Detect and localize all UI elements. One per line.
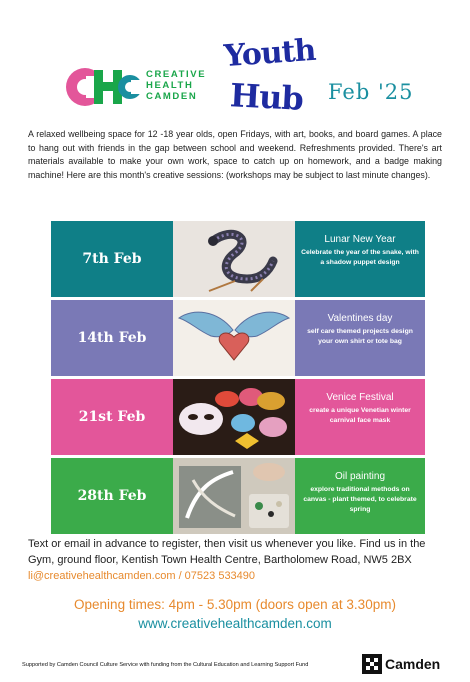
camden-council-logo bbox=[362, 654, 440, 674]
session-row-venice-festival bbox=[51, 379, 425, 455]
session-row-oil-painting bbox=[51, 458, 425, 534]
youth-word: Youth bbox=[222, 32, 317, 75]
session-row-lunar-new-year bbox=[51, 221, 425, 297]
intro-paragraph: A relaxed wellbeing space for 12 -18 year olds, open Fridays, with art, books, and board games. A place to hang out with friends in the gap between school and weekend. Refreshments provided. There's art materials available to make your own work, space to catch up on homework, and a badge making machine! Here are this month's creative sessions: (workshops may be subject to last minute changes). bbox=[28, 129, 442, 181]
website-link[interactable]: www.creativehealthcamden.com bbox=[138, 616, 332, 631]
supported-by-text: Supported by Camden Council Culture Service with funding from the Cultural Education and Learning Support Fund bbox=[22, 662, 309, 668]
camden-mark-icon bbox=[362, 654, 382, 674]
logo-text bbox=[146, 69, 206, 102]
logo-line-health: HEALTH bbox=[146, 80, 194, 91]
opening-times: Opening times: 4pm - 5.30pm (doors open at 3.30pm) bbox=[74, 597, 396, 612]
session-description: explore traditional methods on canvas - plant themed, to celebrate spring bbox=[303, 486, 417, 513]
oil-painting-image bbox=[173, 458, 295, 534]
session-title: Oil painting bbox=[334, 471, 386, 482]
snake-puppet-image bbox=[173, 221, 295, 297]
session-description: self care themed projects design your own shirt or tote bag bbox=[307, 328, 413, 345]
session-title: Venice Festival bbox=[326, 392, 394, 403]
session-description: create a unique Venetian winter carnival face mask bbox=[309, 407, 411, 424]
register-info bbox=[28, 536, 448, 584]
session-info bbox=[295, 221, 425, 297]
contact-details[interactable]: li@creativehealthcamden.com / 07523 533490 bbox=[28, 570, 256, 582]
camden-name: Camden bbox=[385, 656, 441, 672]
session-date: 21st Feb bbox=[78, 409, 146, 425]
session-date: 7th Feb bbox=[82, 251, 142, 267]
session-title: Lunar New Year bbox=[324, 234, 396, 245]
session-description: Celebrate the year of the snake, with a shadow puppet design bbox=[301, 249, 419, 266]
carnival-masks-image bbox=[173, 379, 295, 455]
session-date: 14th Feb bbox=[77, 330, 147, 346]
session-title: Valentines day bbox=[327, 313, 393, 324]
winged-heart-image bbox=[173, 300, 295, 376]
youth-hub-title bbox=[224, 30, 334, 120]
session-info bbox=[295, 458, 425, 534]
creative-health-camden-logo bbox=[64, 66, 224, 108]
session-info bbox=[295, 300, 425, 376]
session-date: 28th Feb bbox=[77, 488, 147, 504]
month-title: Feb '25 bbox=[328, 80, 414, 104]
logo-line-camden: CAMDEN bbox=[146, 91, 198, 102]
session-row-valentines-day bbox=[51, 300, 425, 376]
chc-logo-icon bbox=[64, 66, 142, 108]
session-info bbox=[295, 379, 425, 455]
logo-line-creative: CREATIVE bbox=[146, 69, 207, 80]
sessions-list bbox=[51, 221, 425, 537]
register-text: Text or email in advance to register, then visit us whenever you like. Find us in the Gym, ground floor, Kentish Town Health Centre, Bartholomew Road, NW5 2BX bbox=[28, 538, 426, 566]
hub-word: Hub bbox=[229, 76, 304, 118]
